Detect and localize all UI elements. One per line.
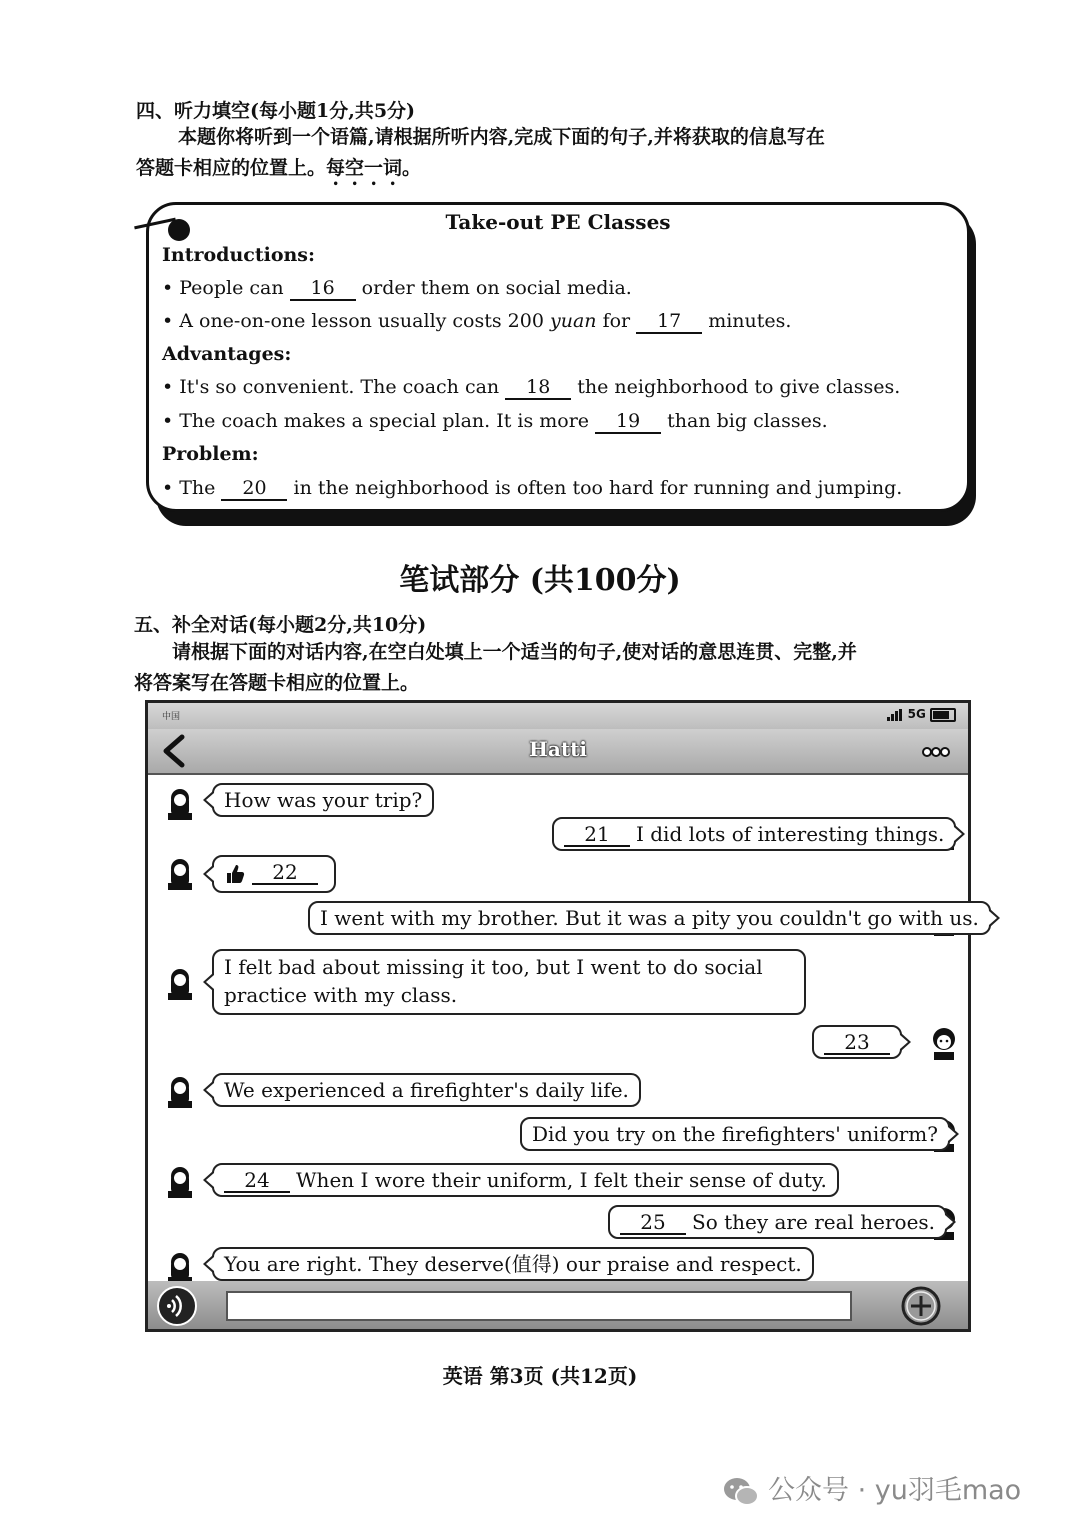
chat-message — [552, 817, 956, 851]
status-bar — [148, 703, 968, 729]
problem-heading: Problem: — [162, 443, 259, 465]
instruction-end: 。 — [402, 157, 422, 179]
section-4-instruction-line1: 本题你将听到一个语篇,请根据所听内容,完成下面的句子,并将获取的信息写在 — [178, 126, 825, 148]
blank-16: 16 — [290, 277, 356, 301]
girl-avatar-icon — [162, 785, 198, 821]
chat-message: I felt bad about missing it too, but I went to do social practice with my class. — [212, 949, 806, 1015]
chat-message — [212, 1163, 839, 1197]
chat-phone-frame — [145, 700, 979, 1332]
section-5-title: 五、补全对话(每小题2分,共10分) — [134, 614, 427, 636]
item-text: order them on social media. — [355, 277, 632, 299]
chat-message: How was your trip? — [212, 783, 434, 817]
carrier-label: 中国 — [162, 712, 181, 722]
message-text: I did lots of interesting things. — [636, 822, 945, 846]
plus-icon[interactable] — [900, 1285, 942, 1327]
written-part-title: 笔试部分 (共100分) — [399, 563, 681, 598]
section-4-title: 四、听力填空(每小题1分,共5分) — [136, 100, 416, 122]
blank-25: 25 — [620, 1211, 686, 1235]
item-text: • A one-on-one lesson usually costs 200 — [162, 310, 550, 332]
item-text: the neighborhood to give classes. — [571, 376, 901, 398]
voice-icon[interactable] — [156, 1285, 198, 1327]
message-text: When I wore their uniform, I felt their sense of duty. — [296, 1168, 827, 1192]
item-text: than big classes. — [661, 410, 828, 432]
chat-message: Did you try on the firefighters' uniform? — [520, 1117, 950, 1151]
item-text: • It's so convenient. The coach can — [162, 376, 506, 398]
item-16 — [162, 277, 632, 301]
watermark — [722, 1468, 1021, 1508]
page-footer: 英语 第3页 (共12页) — [442, 1364, 638, 1388]
emphasized-instruction: 每空一词 — [326, 157, 403, 179]
advantages-heading: Advantages: — [162, 343, 292, 365]
chat-message: You are right. They deserve(值得) our praise and respect. — [212, 1247, 814, 1281]
blank-20: 20 — [221, 477, 287, 501]
instruction-text: 答题卡相应的位置上。 — [136, 157, 327, 179]
section-5-instruction-line2: 将答案写在答题卡相应的位置上。 — [134, 672, 420, 694]
wechat-icon — [722, 1476, 760, 1508]
girl-avatar-icon — [162, 1163, 198, 1199]
girl-avatar-icon — [162, 1249, 198, 1285]
chat-message: I went with my brother. But it was a pity you couldn't go with us. — [308, 901, 991, 935]
blank-22: 22 — [252, 861, 318, 885]
blank-18: 18 — [505, 376, 571, 400]
section-4-instruction-line2 — [136, 153, 421, 190]
item-text: • People can — [162, 277, 290, 299]
thumbs-up-icon — [224, 863, 246, 885]
girl-avatar-icon — [162, 1073, 198, 1109]
chat-message — [212, 855, 336, 893]
item-text: in the neighborhood is often too hard for running and jumping. — [287, 477, 903, 499]
item-18 — [162, 376, 900, 400]
item-italic: yuan — [549, 310, 597, 332]
chat-message: We experienced a firefighter's daily life. — [212, 1073, 641, 1107]
watermark-text: 公众号 · yu羽毛mao — [768, 1475, 1022, 1506]
girl-avatar-icon — [162, 965, 198, 1001]
introductions-heading: Introductions: — [162, 244, 316, 266]
message-text: So they are real heroes. — [692, 1210, 936, 1234]
item-19 — [162, 410, 828, 434]
chat-message — [608, 1205, 947, 1239]
status-right — [887, 707, 956, 722]
chat-contact-name: Hatti — [529, 737, 587, 761]
blank-24: 24 — [224, 1169, 290, 1193]
signal-icon — [887, 709, 903, 721]
boy-avatar-icon — [926, 1025, 962, 1061]
item-text: • The coach makes a special plan. It is more — [162, 410, 596, 432]
section-5-instruction-line1: 请根据下面的对话内容,在空白处填上一个适当的句子,使对话的意思连贯、完整,并 — [172, 641, 857, 663]
blank-19: 19 — [595, 410, 661, 434]
item-text: for — [596, 310, 637, 332]
item-text: • The — [162, 477, 222, 499]
girl-avatar-icon — [162, 855, 198, 891]
network-label: 5G — [907, 707, 926, 721]
item-17 — [162, 310, 791, 334]
chat-input-bar — [148, 1281, 968, 1329]
more-options-icon[interactable] — [922, 747, 950, 757]
item-text: minutes. — [702, 310, 792, 332]
item-20 — [162, 477, 902, 501]
chat-nav-bar — [148, 729, 968, 775]
blank-21: 21 — [564, 823, 630, 847]
blank-23: 23 — [824, 1031, 890, 1055]
chat-message — [812, 1025, 902, 1059]
blank-17: 17 — [636, 310, 702, 334]
message-input[interactable] — [226, 1291, 852, 1321]
listening-box-title: Take-out PE Classes — [445, 210, 671, 234]
battery-icon — [930, 708, 956, 722]
